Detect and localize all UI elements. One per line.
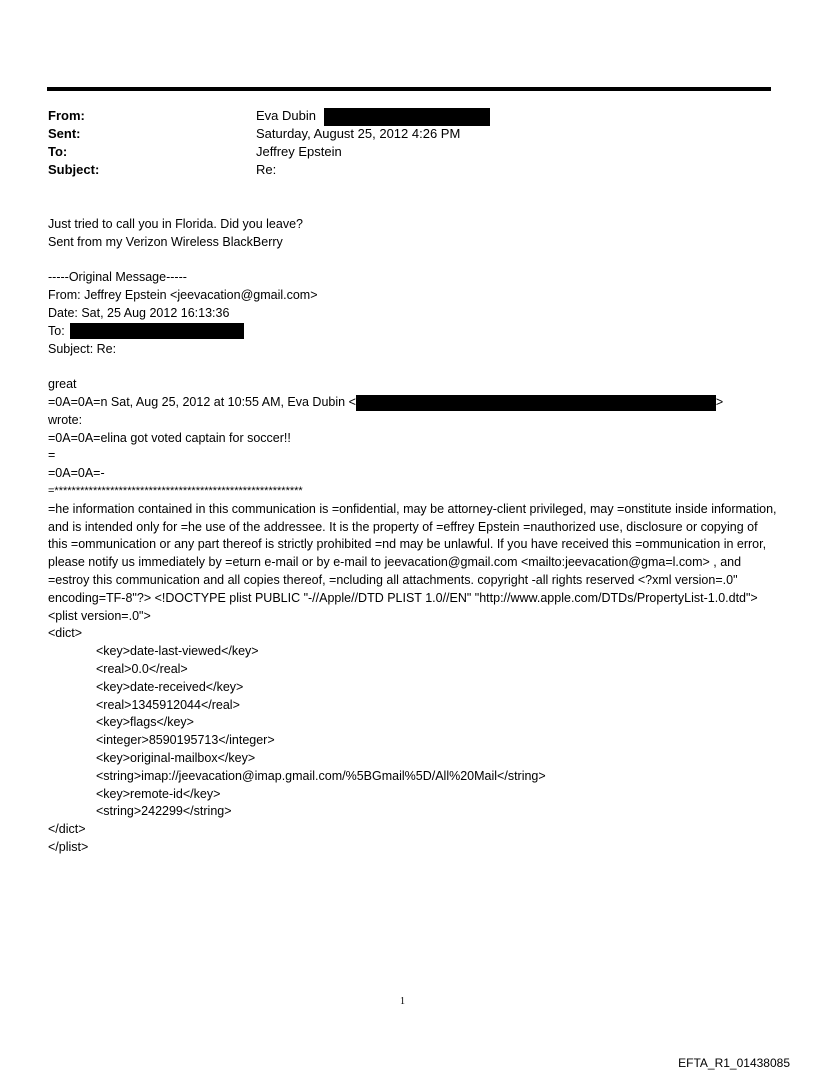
- sent-value: Saturday, August 25, 2012 4:26 PM: [256, 126, 461, 141]
- from-value: [256, 107, 490, 126]
- plist-entry: <key>remote-id</key>: [96, 786, 221, 801]
- plist-entry: <key>date-received</key>: [96, 679, 244, 694]
- quote-wrote: wrote:: [48, 412, 83, 427]
- plist-entry: <real>1345912044</real>: [96, 697, 240, 712]
- plist-entry: <integer>8590195713</integer>: [96, 733, 275, 748]
- plist-entry: <string>imap://jeevacation@imap.gmail.com/%5BGmail%5D/All%20Mail</string>: [96, 768, 546, 783]
- redaction-box: [324, 108, 490, 126]
- redaction-box: [356, 395, 716, 411]
- message-line: Just tried to call you in Florida. Did you leave?: [48, 217, 303, 231]
- redaction-box: [70, 323, 244, 339]
- plist-entry: <string>242299</string>: [96, 804, 232, 819]
- quote-stars: =**********************************************************: [48, 484, 303, 497]
- quote-eq: =: [48, 448, 56, 463]
- quote-suffix: >: [715, 394, 724, 409]
- dict-close: </dict>: [48, 822, 86, 837]
- email-body: [48, 216, 778, 857]
- original-to: [48, 323, 778, 341]
- original-to-label: To:: [48, 323, 65, 338]
- plist-entry: <real>0.0</real>: [96, 661, 188, 676]
- quote-header: [48, 394, 778, 412]
- original-separator: -----Original Message-----: [48, 270, 187, 285]
- from-label: From:: [48, 108, 85, 123]
- plist-entry: <key>date-last-viewed</key>: [96, 644, 259, 659]
- page-number: 1: [400, 996, 405, 1007]
- plist-entry: <key>flags</key>: [96, 715, 194, 730]
- signature-line: Sent from my Verizon Wireless BlackBerry: [48, 234, 283, 249]
- plist-open: <plist version=.0">: [48, 608, 151, 623]
- header-rule: [47, 87, 771, 91]
- original-subject: Subject: Re:: [48, 341, 117, 356]
- subject-label: Subject:: [48, 162, 100, 177]
- disclaimer: =he information contained in this communication is =onfidential, may be attorney-client privileged, may =onstitute inside information, and is intended only for =he use of the addressee. It is the property of =effrey Epstein =nauthorized use, disclosure or copying of this =ommunication or any part thereof is strictly prohibited =nd may be unlawful. If you have received this =ommunication in error, please notify us immediately by =eturn e-mail or by e-mail to jeevacation@gmail.com <mailto:jeevacation@gma=l.com> , and =estroy this communication and all copies thereof, =ncluding all attachments. copyright -all rights reserved <?xml version=.0" encoding=TF-8"?> <!DOCTYPE plist PUBLIC "-//Apple//DTD PLIST 1.0//EN" "http://www.apple.com/DTDs/PropertyList-1.0.dtd">: [48, 501, 777, 605]
- from-name: Eva Dubin: [256, 108, 316, 123]
- plist-close: </plist>: [48, 839, 89, 854]
- quote-dash: =0A=0A=-: [48, 466, 105, 481]
- original-from: From: Jeffrey Epstein <jeevacation@gmail.com>: [48, 288, 318, 303]
- quote-prefix: =0A=0A=n Sat, Aug 25, 2012 at 10:55 AM, Eva Dubin <: [48, 394, 356, 409]
- sent-label: Sent:: [48, 126, 81, 141]
- plist-entry: <key>original-mailbox</key>: [96, 750, 256, 765]
- document-id: EFTA_R1_01438085: [678, 1056, 790, 1070]
- to-label: To:: [48, 144, 68, 159]
- to-value: Jeffrey Epstein: [256, 144, 342, 159]
- quote-elina: =0A=0A=elina got voted captain for soccer!!: [48, 430, 291, 445]
- original-date: Date: Sat, 25 Aug 2012 16:13:36: [48, 305, 230, 320]
- subject-value: Re:: [256, 162, 277, 177]
- reply-great: great: [48, 377, 77, 392]
- dict-open: <dict>: [48, 626, 83, 641]
